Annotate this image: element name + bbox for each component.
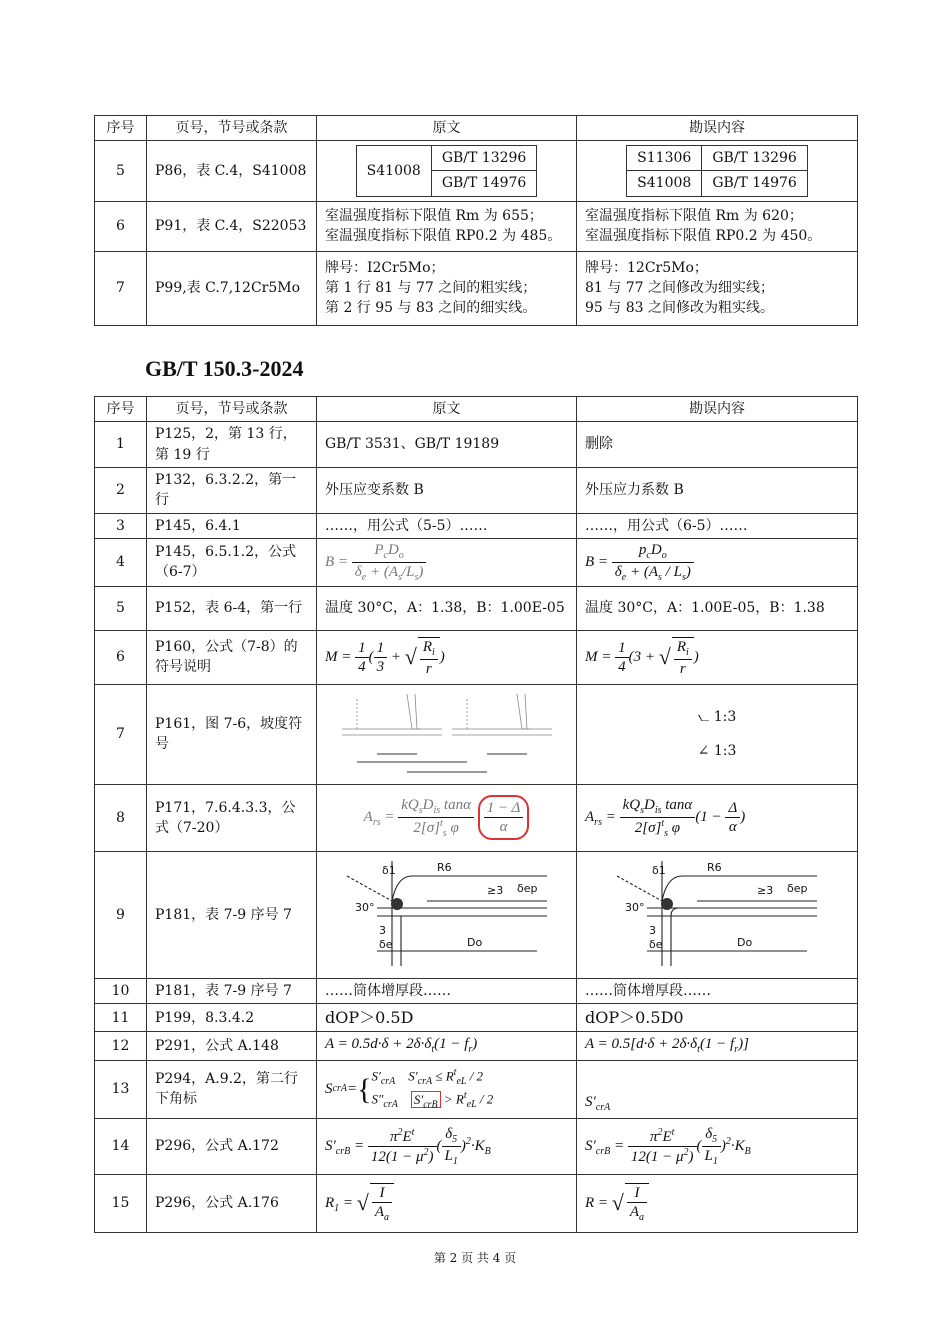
row-original [317, 251, 577, 325]
text-line: 室温强度指标下限值 RP0.2 为 485。 [325, 228, 562, 245]
svg-text:3: 3 [649, 923, 656, 937]
formula-errata: M = $\frac{1}{4}$ (3 + √ $\frac{R_i}{r}$ ) [585, 638, 699, 677]
subgrid-cell: GB/T 14976 [702, 171, 808, 196]
row-errata [577, 1174, 858, 1232]
row-no: 5 [95, 141, 147, 202]
row-original: ……筒体增厚段…… [317, 978, 577, 1003]
svg-text:δ1: δ1 [652, 863, 666, 877]
header-errata: 勘误内容 [577, 116, 858, 141]
svg-text:Do: Do [466, 935, 482, 949]
row-original [317, 684, 577, 784]
row-page: P296，公式 A.172 [147, 1118, 317, 1174]
highlight-box: $S'_{crB}$ [411, 1091, 441, 1108]
row-no: 5 [95, 586, 147, 630]
row-page: P99,表 C.7,12Cr5Mo [147, 251, 317, 325]
row-page: P160，公式（7-8）的符号说明 [147, 630, 317, 684]
table-row [95, 1060, 858, 1118]
errata-table-2 [94, 396, 858, 1233]
section-title: GB/T 150.3-2024 [145, 356, 304, 381]
row-no: 2 [95, 468, 147, 514]
text-line: 牌号：I2Cr5Mo； [325, 259, 445, 276]
row-page: P152，表 6-4，第一行 [147, 586, 317, 630]
formula-errata: $A_{rs}$ = $\frac{kQ_sD_{is} \tan\alpha}{2[\sigma]^t_s \varphi}$ (1 − $\frac{\Delta}{\alpha}$ ) [585, 796, 746, 839]
row-original: GB/T 3531、GB/T 19189 [317, 422, 577, 468]
row-errata [577, 1060, 858, 1118]
text-line: 81 与 77 之间修改为细实线； [585, 279, 774, 296]
highlight-oval: $\frac{1 - \Delta}{\alpha}$ [478, 795, 530, 840]
row-page: P199，8.3.4.2 [147, 1004, 317, 1032]
original-subgrid [356, 145, 538, 197]
subgrid-cell: GB/T 13296 [702, 146, 808, 171]
table-row [95, 468, 858, 514]
header-original: 原文 [317, 397, 577, 422]
slope-label: 1:3 [713, 743, 737, 760]
subgrid-cell: S41008 [627, 171, 702, 196]
row-original: dOP＞0.5D [317, 1004, 577, 1032]
svg-text:δ1: δ1 [381, 863, 396, 877]
row-no: 8 [95, 784, 147, 851]
formula-original: $A = 0.5d\cdot\delta + 2\delta\cdot\delta_t(1 - f_r)$ [325, 1036, 478, 1056]
formula-original: $S'_{crB}$ = $\frac{\pi^2E^t}{12(1 - \mu^2)}$ ( $\frac{\delta_5}{L_1}$ )$^2\cdot K_B$ [325, 1125, 491, 1167]
table-row [95, 630, 858, 684]
row-page: P291，公式 A.148 [147, 1032, 317, 1061]
table-row [95, 1032, 858, 1061]
table-header-row [95, 397, 858, 422]
row-errata [577, 851, 858, 978]
row-errata: ……筒体增厚段…… [577, 978, 858, 1003]
slope-symbol-icon: ∠ [697, 743, 710, 760]
row-errata [577, 1032, 858, 1061]
header-no: 序号 [95, 397, 147, 422]
row-no: 6 [95, 630, 147, 684]
svg-text:Do: Do [737, 935, 753, 949]
slope-label: 1:3 [713, 709, 737, 726]
table-row [95, 978, 858, 1003]
formula-errata: $S'_{crB}$ = $\frac{\pi^2E^t}{12(1 - \mu^2)}$ ( $\frac{\delta_5}{L_1}$ )$^2\cdot K_B$ [585, 1125, 751, 1167]
svg-text:≥3: ≥3 [486, 883, 503, 897]
row-page: P86，表 C.4，S41008 [147, 141, 317, 202]
subgrid-cell: GB/T 14976 [431, 171, 537, 196]
row-original [317, 1032, 577, 1061]
formula-errata: $S'_{crA}$ [585, 1094, 611, 1114]
text-line: 室温强度指标下限值 Rm 为 655； [325, 207, 543, 224]
header-no: 序号 [95, 116, 147, 141]
slope-symbol-icon: ⦦ [697, 709, 710, 726]
row-errata [577, 251, 858, 325]
text-line: 室温强度指标下限值 RP0.2 为 450。 [585, 228, 822, 245]
row-errata [577, 630, 858, 684]
header-page: 页号，节号或条款 [147, 116, 317, 141]
text-line: 第 2 行 95 与 83 之间的细实线。 [325, 300, 537, 317]
row-errata: 温度 30°C，A：1.00E-05，B：1.38 [577, 586, 858, 630]
table-row [95, 784, 858, 851]
errata-subgrid [626, 145, 808, 197]
row-original [317, 851, 577, 978]
table-header-row [95, 116, 858, 141]
text-line: 牌号：12Cr5Mo； [585, 259, 708, 276]
text-line: 95 与 83 之间修改为粗实线。 [585, 300, 774, 317]
row-page: P171，7.6.4.3.3，公式（7-20） [147, 784, 317, 851]
formula-errata: B = $\frac{p_cD_o}{\delta_e + (A_s / L_s)}$ [585, 554, 694, 570]
row-no: 14 [95, 1118, 147, 1174]
formula-original: M = $\frac{1}{4}$ ( $\frac{1}{3}$ + √ $\frac{R_i}{r}$ ) [325, 638, 445, 677]
table-row [95, 251, 858, 325]
row-no: 3 [95, 513, 147, 538]
row-original [317, 784, 577, 851]
row-original [317, 630, 577, 684]
subgrid-cell: S41008 [356, 146, 431, 197]
row-page: P294，A.9.2，第二行下角标 [147, 1060, 317, 1118]
svg-text:δep: δep [516, 881, 537, 895]
row-errata [577, 201, 858, 251]
row-original [317, 1060, 577, 1118]
row-errata: ……，用公式（6-5）…… [577, 513, 858, 538]
row-page: P296，公式 A.176 [147, 1174, 317, 1232]
text-line: 第 1 行 81 与 77 之间的粗实线； [325, 279, 537, 296]
formula-original: $R_1$ = √ $\frac{I}{A_a}$ [325, 1195, 394, 1211]
svg-text:30°: 30° [625, 900, 645, 914]
row-errata: dOP＞0.5D0 [577, 1004, 858, 1032]
row-original [317, 141, 577, 202]
row-errata [577, 538, 858, 586]
svg-text:≥3: ≥3 [757, 883, 774, 897]
formula-errata: $A = 0.5[d\cdot\delta + 2\delta\cdot\delta_t(1 - f_r)]$ [585, 1036, 749, 1056]
row-no: 4 [95, 538, 147, 586]
row-no: 7 [95, 251, 147, 325]
table-row [95, 201, 858, 251]
formula-original: S crA = { $S'_{crA}$ $S'_{crA} \le R^t_{eL} / 2$ $S''_{crA}$ $S'_{crB} > R^t_{eL} / 2$ [325, 1067, 494, 1111]
table-row [95, 1174, 858, 1232]
row-errata [577, 141, 858, 202]
subgrid-cell: GB/T 13296 [431, 146, 537, 171]
row-no: 9 [95, 851, 147, 978]
row-errata [577, 684, 858, 784]
table-row [95, 422, 858, 468]
svg-text:3: 3 [378, 923, 386, 937]
svg-text:δe: δe [378, 937, 392, 951]
row-original [317, 201, 577, 251]
row-original: ……，用公式（5-5）…… [317, 513, 577, 538]
row-original [317, 1118, 577, 1174]
table-row [95, 513, 858, 538]
formula-errata: R = √ $\frac{I}{A_a}$ [585, 1195, 649, 1211]
row-no: 10 [95, 978, 147, 1003]
row-original [317, 538, 577, 586]
weld-detail-figure [607, 856, 827, 974]
row-errata: 删除 [577, 422, 858, 468]
row-no: 7 [95, 684, 147, 784]
table-row [95, 586, 858, 630]
row-errata [577, 784, 858, 851]
page-footer: 第 2 页 共 4 页 [433, 1251, 517, 1265]
row-no: 6 [95, 201, 147, 251]
row-original: 外压应变系数 B [317, 468, 577, 514]
row-no: 1 [95, 422, 147, 468]
header-errata: 勘误内容 [577, 397, 858, 422]
table-row [95, 1118, 858, 1174]
row-no: 11 [95, 1004, 147, 1032]
table-row [95, 851, 858, 978]
formula-original: $A_{rs}$ = $\frac{kQ_sD_{is} \tan\alpha}{2[\sigma]^t_s \varphi}$ $\frac{1 - \Delta}{\alpha}$ [364, 809, 530, 825]
table-row [95, 538, 858, 586]
subgrid-cell: S11306 [627, 146, 702, 171]
row-page: P161，图 7-6，坡度符号 [147, 684, 317, 784]
row-page: P145，6.5.1.2，公式（6-7） [147, 538, 317, 586]
row-page: P125，2，第 13 行，第 19 行 [147, 422, 317, 468]
row-original: 温度 30°C，A：1.38，B：1.00E-05 [317, 586, 577, 630]
row-no: 13 [95, 1060, 147, 1118]
table-row [95, 141, 858, 202]
weld-detail-figure [337, 856, 557, 974]
errata-table-1 [94, 115, 858, 326]
row-page: P91，表 C.4，S22053 [147, 201, 317, 251]
svg-text:R6: R6 [436, 860, 452, 874]
header-original: 原文 [317, 116, 577, 141]
row-no: 15 [95, 1174, 147, 1232]
row-page: P132，6.3.2.2，第一行 [147, 468, 317, 514]
header-page: 页号，节号或条款 [147, 397, 317, 422]
row-page: P145，6.4.1 [147, 513, 317, 538]
svg-text:R6: R6 [707, 860, 722, 874]
text-line: 室温强度指标下限值 Rm 为 620； [585, 207, 803, 224]
slope-figure-image [337, 689, 557, 779]
row-page: P181，表 7-9 序号 7 [147, 978, 317, 1003]
svg-text:δep: δep [787, 881, 808, 895]
row-errata [577, 1118, 858, 1174]
row-errata: 外压应力系数 B [577, 468, 858, 514]
svg-text:30°: 30° [354, 900, 374, 914]
formula-original: B = $\frac{P_cD_o}{\delta_e + (A_s/L_s)}$ [325, 554, 426, 570]
table-row [95, 684, 858, 784]
row-page: P181，表 7-9 序号 7 [147, 851, 317, 978]
row-no: 12 [95, 1032, 147, 1061]
row-original [317, 1174, 577, 1232]
table-row [95, 1004, 858, 1032]
svg-text:δe: δe [649, 937, 663, 951]
